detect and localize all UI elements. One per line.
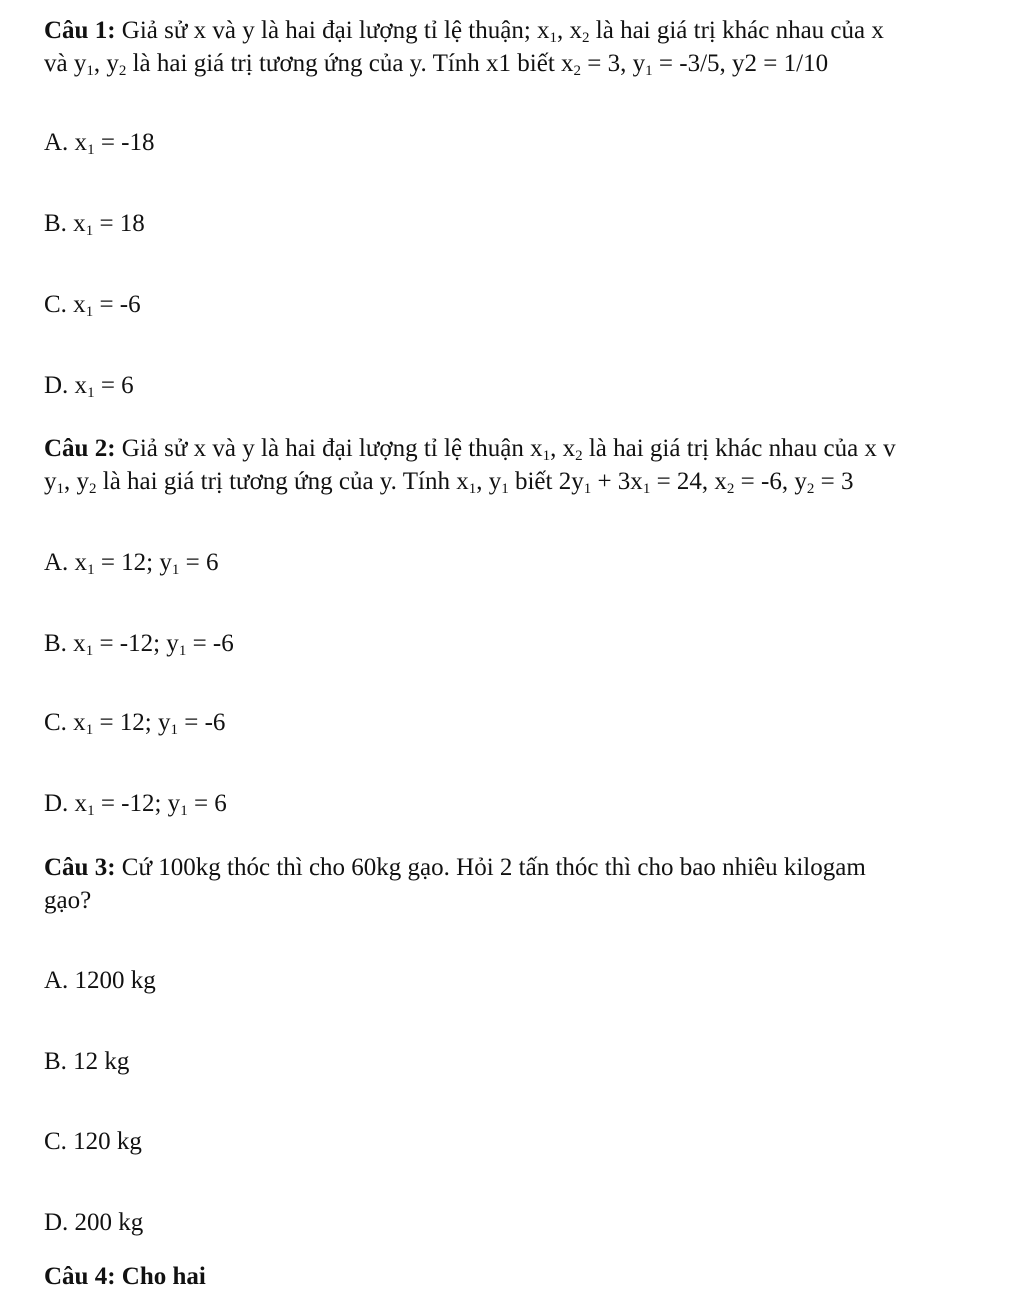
question-1-label: Câu 1: bbox=[44, 17, 116, 44]
question-2-label: Câu 2: bbox=[44, 435, 116, 462]
question-2-option-b[interactable]: B. $x_1 = -12$; $y_1 = -6$ bbox=[44, 630, 234, 659]
question-2-option-d[interactable]: D. $x_1 = -12$; $y_1 = 6$ bbox=[44, 790, 227, 819]
question-3-option-a[interactable]: A. 1200 kg bbox=[44, 967, 156, 994]
question-1-option-c[interactable]: C. $x_1 = -6$ bbox=[44, 291, 141, 320]
question-3-option-d[interactable]: D. 200 kg bbox=[44, 1209, 144, 1236]
question-3-option-b[interactable]: B. 12 kg bbox=[44, 1048, 130, 1075]
question-3-label: Câu 3: bbox=[44, 854, 116, 881]
question-3-option-c[interactable]: C. 120 kg bbox=[44, 1128, 142, 1155]
question-4-partial: Câu 4: Cho hai bbox=[44, 1263, 206, 1290]
question-2-text: Câu 2: Giả sử x và y là hai đại lượng tỉ lệ thuận $x_1$, $x_2$ là hai giá trị khác nhau của x v $y_1$, $y_2$ là hai giá trị tương ứng của y. Tính $x_1$, $y_1$ biết $2y_1 + 3x_1 = 24$, $x_2 = -6$, $y_2 = 3$ bbox=[44, 435, 896, 497]
question-1-option-a[interactable]: A. $x_1 = -18$ bbox=[44, 129, 155, 158]
question-1-option-d[interactable]: D. $x_1 = 6$ bbox=[44, 372, 134, 401]
question-3-text: Câu 3: Cứ 100kg thóc thì cho 60kg gạo. Hỏi 2 tấn thóc thì cho bao nhiêu kilogam gạo? bbox=[44, 854, 866, 914]
question-1-option-b[interactable]: B. $x_1 = 18$ bbox=[44, 210, 145, 239]
question-1-text: Câu 1: Giả sử x và y là hai đại lượng tỉ lệ thuận; $x_1$, $x_2$ là hai giá trị khác nhau của x và $y_1$, $y_2$ là hai giá trị tương ứng của y. Tính x1 biết $x_2 = 3$, $y_1 = -3/5$, y2 = 1/10 bbox=[44, 17, 884, 79]
question-2-option-a[interactable]: A. $x_1 = 12$; $y_1 = 6$ bbox=[44, 549, 219, 578]
question-2-option-c[interactable]: C. $x_1 = 12$; $y_1 = -6$ bbox=[44, 709, 226, 738]
